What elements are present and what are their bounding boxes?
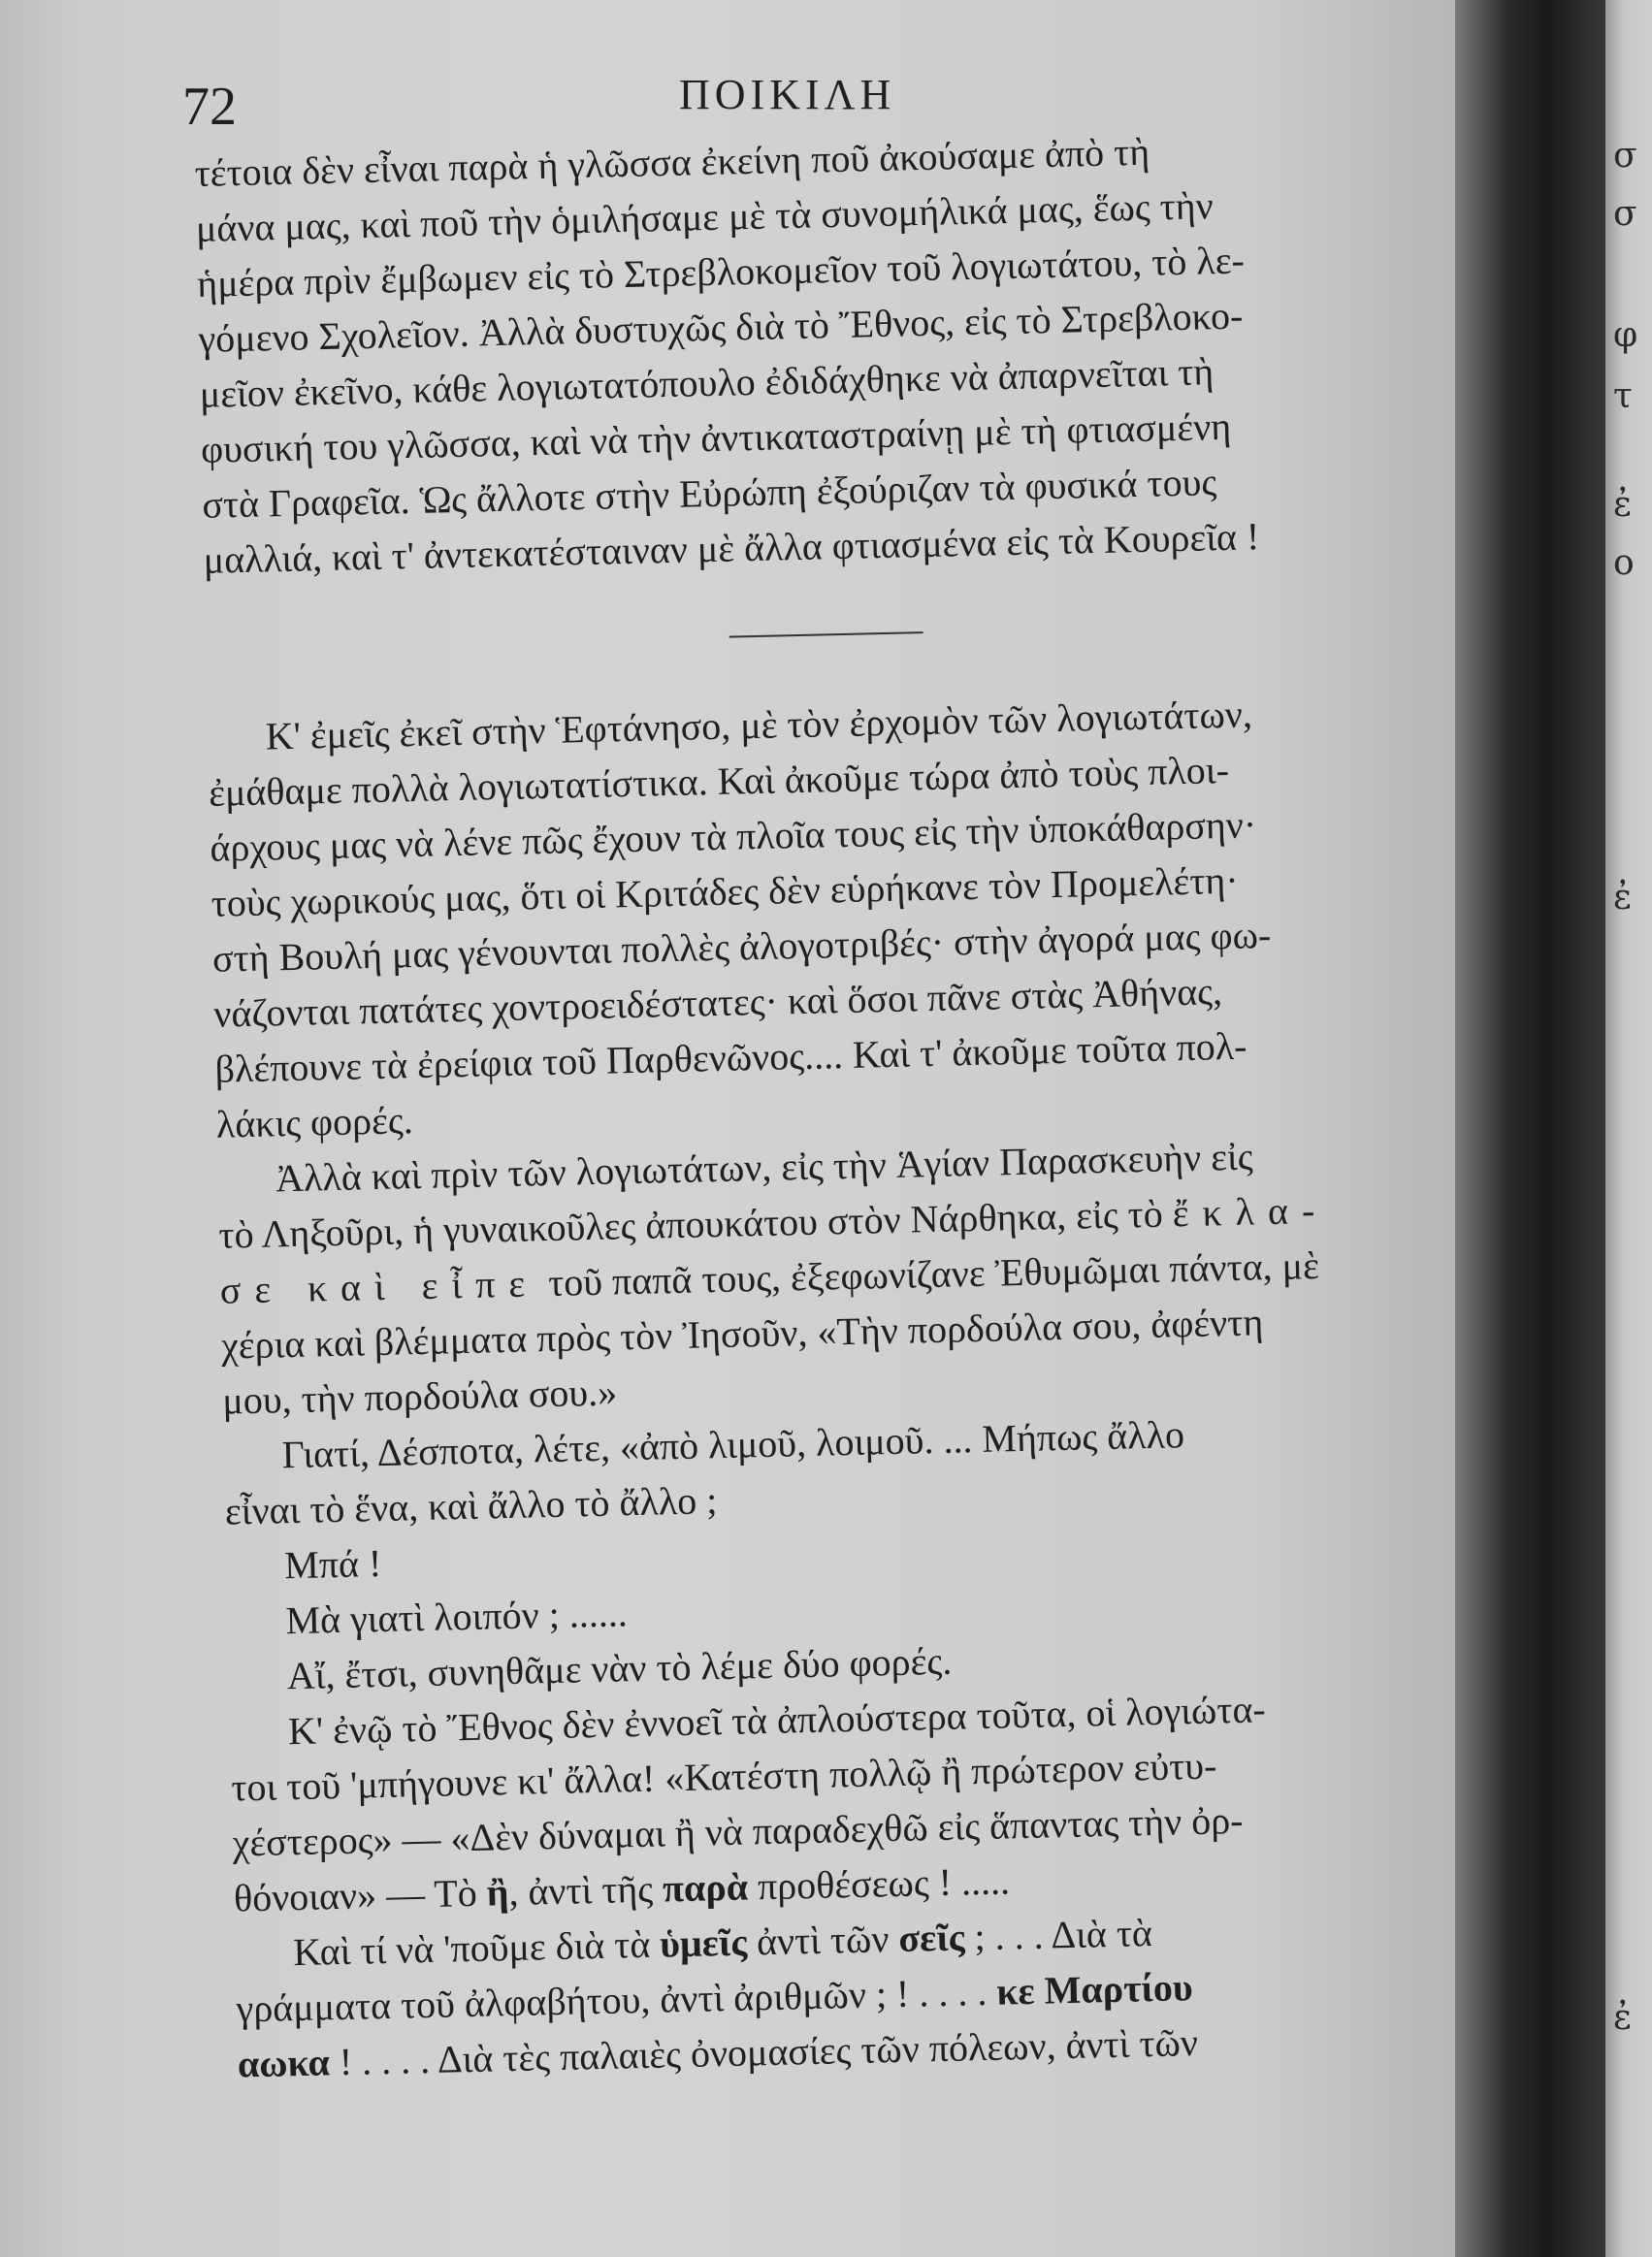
edge-glyph: φ bbox=[1613, 315, 1638, 355]
text-line: τοὺς χωρικούς μας, ὅτι οἱ Κριτάδες δὲν εὑρήκανε τὸν Προμελέτη· bbox=[211, 857, 1240, 925]
running-head: ΠΟΙΚΙΛΗ bbox=[679, 71, 896, 118]
text-span: θόνοιαν» — Τὸ bbox=[233, 1870, 478, 1920]
text-line: Αἴ, ἔτσι, συνηθᾶμε νὰν τὸ λέμε δύο φορές. bbox=[286, 1638, 953, 1698]
text-span: , ἀντὶ τῆς bbox=[507, 1866, 654, 1915]
section-divider bbox=[729, 631, 923, 638]
text-span: τὸ Ληξοῦρι, ἡ γυναικοῦλες ἀπουκάτου στὸν Νάρθηκα, εἰς τὸ bbox=[217, 1191, 1164, 1257]
text-line: μεῖον ἐκεῖνο, κάθε λογιωτατόπουλο ἐδιδάχθηκε νὰ ἀπαρνεῖται τὴ bbox=[199, 349, 1215, 416]
spaced-emphasis: ἔκλα- bbox=[1172, 1187, 1329, 1236]
text-span: ! . . . . Διὰ τὲς παλαιὲς ὀνομασίες τῶν πόλεων, ἀντὶ τῶν bbox=[339, 2020, 1199, 2084]
text-line: βλέπουνε τὰ ἐρείφια τοῦ Παρθενῶνος.... Καὶ τ' ἀκοῦμε τοῦτα πολ- bbox=[214, 1023, 1247, 1091]
text-line: μάνα μας, καὶ ποῦ τὴν ὁμιλήσαμε μὲ τὰ συνομήλικά μας, ἕως τὴν bbox=[195, 183, 1215, 250]
text-line: Ἀλλὰ καὶ πρὶν τῶν λογιωτάτων, εἰς τὴν Ἁγίαν Παρασκευὴν εἰς bbox=[275, 1134, 1254, 1201]
text-line: τοι τοῦ 'μπήγουνε κι' ἄλλα! «Κατέστη πολλῷ ἢ πρώτερον εὐτυ- bbox=[230, 1743, 1217, 1810]
paragraph-1 bbox=[194, 117, 1455, 588]
text-line: μαλλιά, καὶ τ' ἀντεκατέσταιναν μὲ ἄλλα φτιασμένα εἰς τὰ Κουρεῖα ! bbox=[203, 514, 1260, 582]
text-line: νάζονται πατάτες χοντροειδέστατες· καὶ ὅσοι πᾶνε στὰς Ἀθήνας, bbox=[212, 969, 1223, 1036]
edge-glyph: ἐ bbox=[1613, 878, 1633, 918]
edge-glyph: ἐ bbox=[1613, 1998, 1633, 2038]
text-line: εἶναι τὸ ἕνα, καὶ ἄλλο τὸ ἄλλο ; bbox=[224, 1478, 718, 1533]
text-line: Κ' ἐνῷ τὸ Ἔθνος δὲν ἐννοεῖ τὰ ἀπλούστερα τοῦτα, οἱ λογιώτα- bbox=[287, 1687, 1267, 1754]
text-line: Μπά ! bbox=[283, 1540, 382, 1588]
paragraph-4 bbox=[229, 1676, 1489, 2091]
text-line: ἐμάθαμε πολλὰ λογιωτατίστικα. Καὶ ἀκοῦμε τώρα ἀπὸ τοὺς πλοι- bbox=[208, 747, 1230, 815]
spaced-emphasis: σε καὶ εἶπε bbox=[219, 1261, 539, 1312]
text-span: ἀντὶ τῶν bbox=[756, 1917, 890, 1964]
bold-emphasis: σεῖς bbox=[897, 1915, 965, 1960]
text-span: ; . . . Διὰ τὰ bbox=[973, 1911, 1153, 1959]
next-page-edge bbox=[1605, 0, 1652, 2257]
text-line: φυσική του γλῶσσα, καὶ νὰ τὴν ἀντικαταστραίνῃ μὲ τὴ φτιασμένη bbox=[200, 403, 1232, 471]
paragraph-2 bbox=[207, 682, 1468, 1152]
text-span: τοῦ παπᾶ τους, ἐξεφωνίζανε Ἐθυμῶμαι πάντα, μὲ bbox=[547, 1242, 1320, 1306]
bold-emphasis: παρὰ bbox=[662, 1864, 749, 1911]
text-line: λάκις φορές. bbox=[215, 1098, 414, 1146]
text-span: γράμματα τοῦ ἀλφαβήτου, ἀντὶ ἀριθμῶν ; ! . . . . bbox=[236, 1969, 988, 2031]
edge-glyph: σ bbox=[1613, 136, 1637, 176]
text-span: προθέσεως ! ..... bbox=[757, 1858, 1011, 1909]
text-line: μου, τὴν πορδούλα σου.» bbox=[221, 1370, 618, 1423]
dialogue bbox=[223, 1400, 1480, 1704]
text-line: Κ' ἐμεῖς ἐκεῖ στὴν Ἑφτάνησο, μὲ τὸν ἐρχομὸν τῶν λογιωτάτων, bbox=[265, 692, 1253, 758]
text-line: άρχους μας νὰ λένε πῶς ἔχουν τὰ πλοῖα τους εἰς τὴν ὑποκάθαρσην· bbox=[209, 802, 1257, 870]
text-span: Καὶ τί νὰ 'ποῦμε διὰ τὰ bbox=[292, 1921, 651, 1975]
edge-glyph: σ bbox=[1613, 194, 1637, 234]
bold-emphasis: ἢ bbox=[486, 1870, 509, 1915]
text-line: Μὰ γιατὶ λοιπόν ; ...... bbox=[285, 1591, 629, 1643]
page-number: 72 bbox=[182, 77, 237, 137]
bold-emphasis: ὑμεῖς bbox=[659, 1919, 748, 1966]
edge-glyph: ἐ bbox=[1613, 485, 1633, 525]
text-line: Γιατί, Δέσποτα, λέτε, «ἀπὸ λιμοῦ, λοιμοῦ. ... Μήπως ἄλλο bbox=[281, 1412, 1185, 1477]
bold-emphasis: κε Μαρτίου bbox=[995, 1965, 1194, 2014]
text-line: στὴ Βουλή μας γένουνται πολλὲς ἀλογοτριβές· στὴν ἀγορά μας φω- bbox=[211, 913, 1272, 981]
text-line: τέτοια δὲν εἶναι παρὰ ἡ γλῶσσα ἐκείνη ποῦ ἀκούσαμε ἀπὸ τὴ bbox=[194, 129, 1150, 195]
text-line: χέστερος» — «Δὲν δύναμαι ἢ νὰ παραδεχθῶ εἰς ἅπαντας τὴν ὀρ- bbox=[232, 1797, 1244, 1865]
bold-emphasis: αωκα bbox=[237, 2040, 331, 2086]
paragraph-3 bbox=[217, 1123, 1474, 1428]
text-line: γόμενο Σχολεῖον. Ἀλλὰ δυστυχῶς διὰ τὸ Ἔθνος, εἰς τὸ Στρεβλοκο- bbox=[198, 293, 1244, 361]
book-gutter bbox=[1455, 0, 1610, 2257]
text-body bbox=[194, 117, 1489, 2092]
edge-glyph: ο bbox=[1613, 543, 1635, 583]
text-line: ἡμέρα πρὶν ἔμβωμεν εἰς τὸ Στρεβλοκομεῖον τοῦ λογιωτάτου, τὸ λε- bbox=[196, 238, 1246, 306]
edge-glyph: τ bbox=[1613, 376, 1633, 416]
text-line: χέρια καὶ βλέμματα πρὸς τὸν Ἰησοῦν, «Τὴν πορδούλα σου, ἀφέντη bbox=[220, 1300, 1264, 1368]
text-line: στὰ Γραφεῖα. Ὡς ἄλλοτε στὴν Εὐρώπη ἐξούριζαν τὰ φυσικά τους bbox=[201, 460, 1217, 527]
